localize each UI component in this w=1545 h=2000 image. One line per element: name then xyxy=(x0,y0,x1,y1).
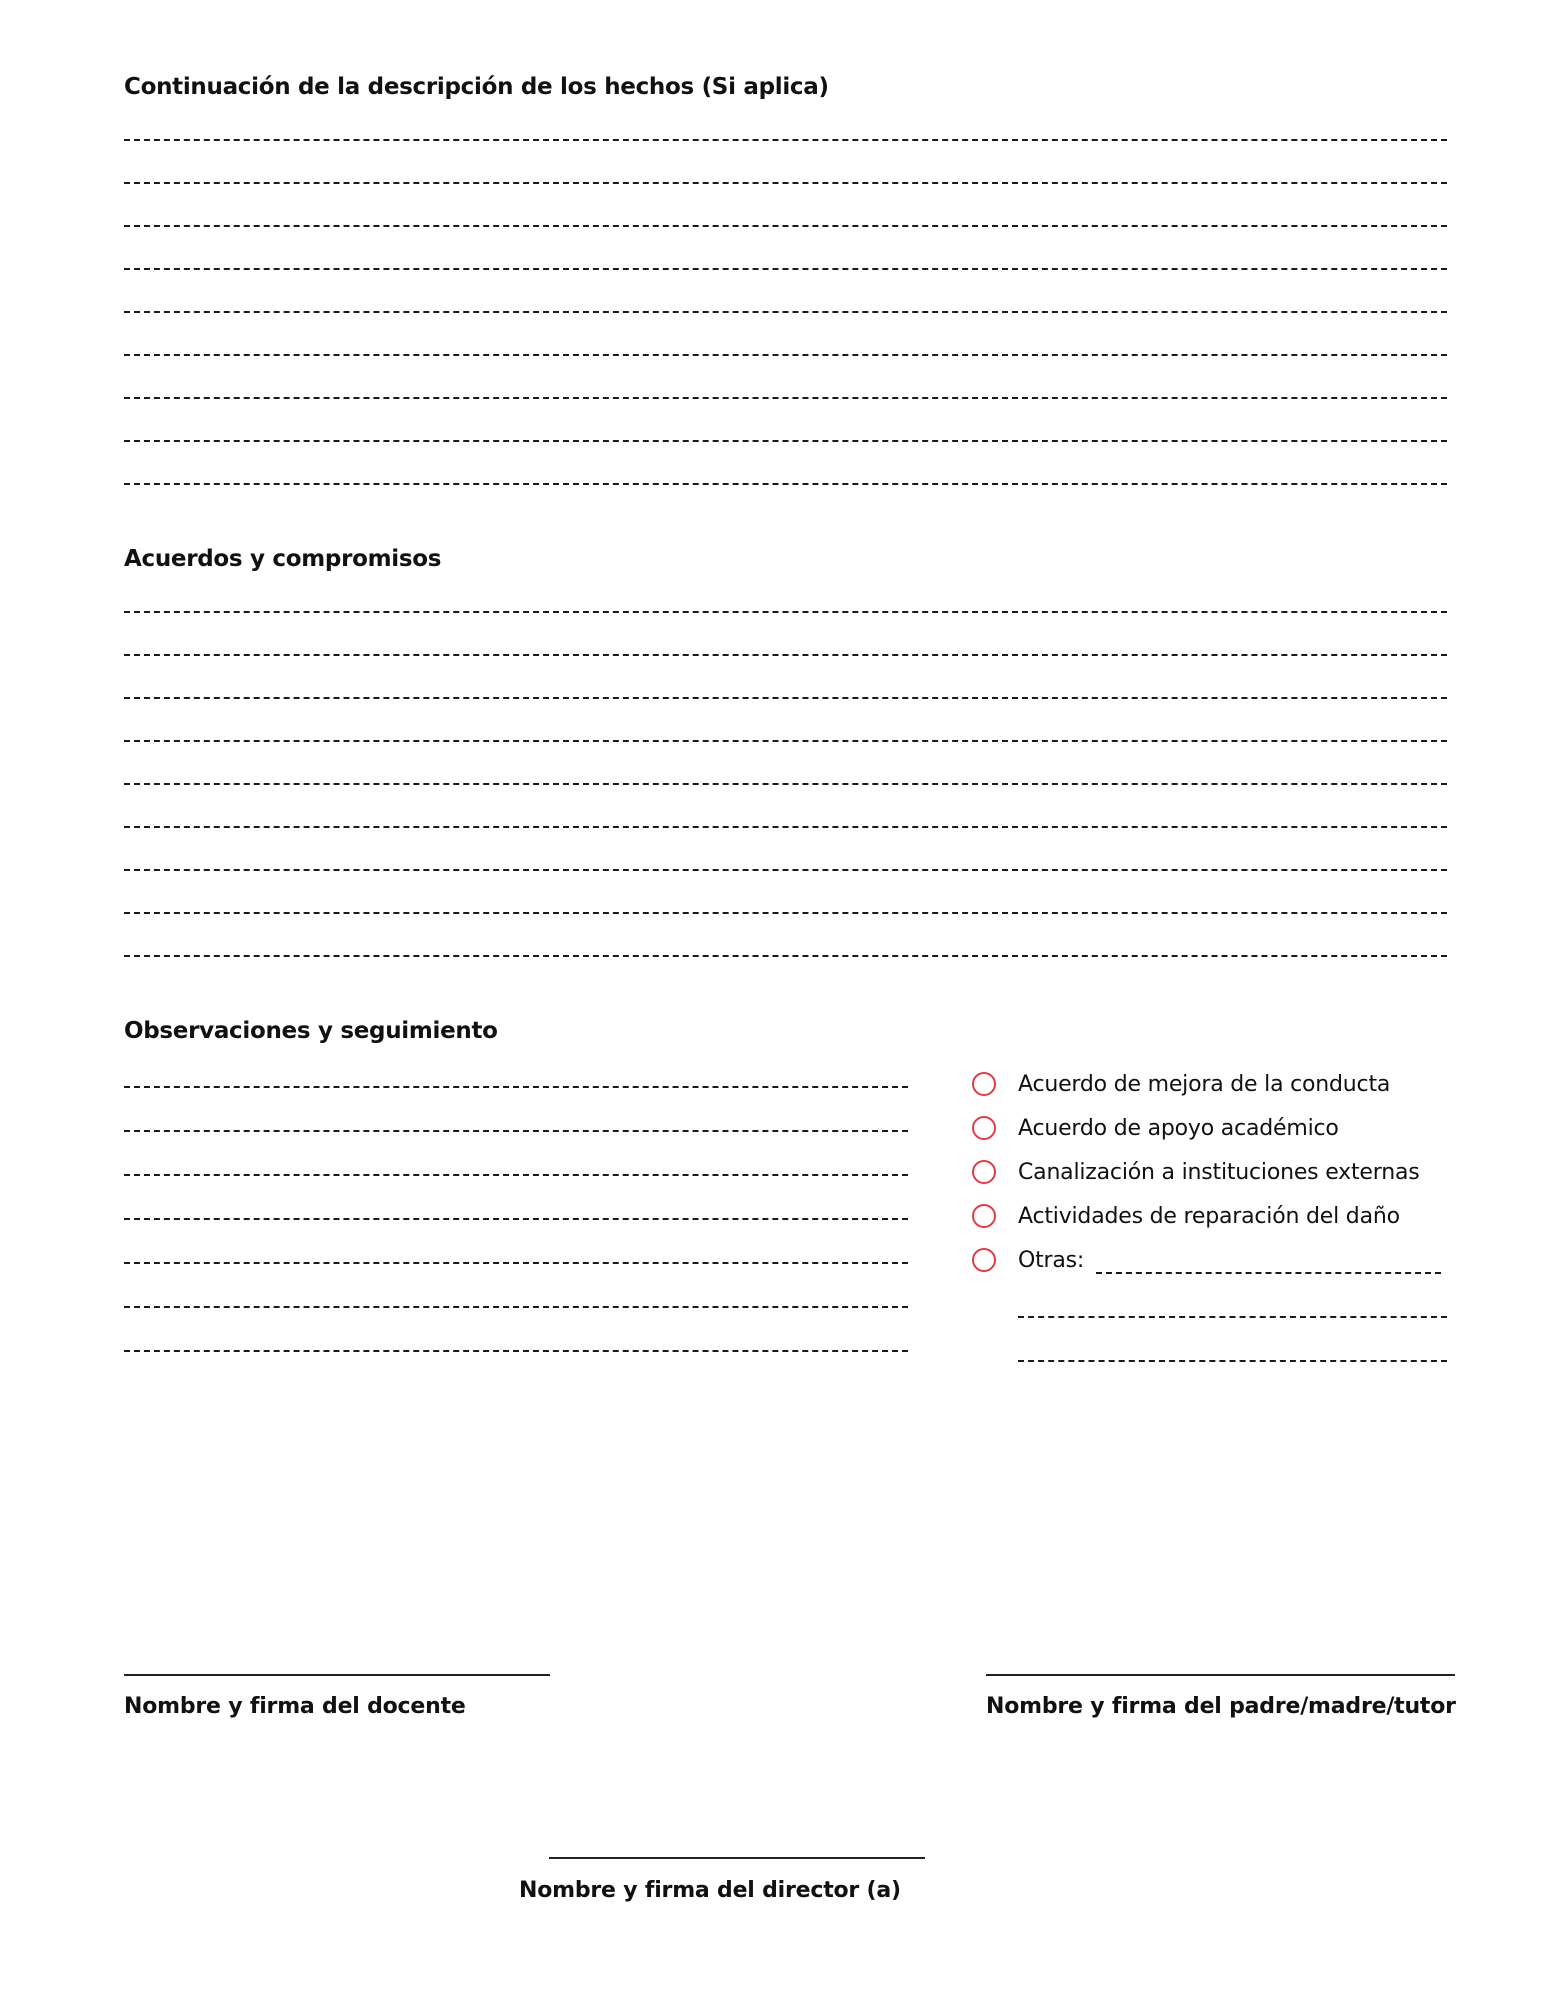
write-line[interactable] xyxy=(124,268,1447,270)
write-line[interactable] xyxy=(124,869,1447,871)
signature-line[interactable] xyxy=(124,1674,550,1676)
write-line[interactable] xyxy=(124,182,1447,184)
option-other[interactable] xyxy=(972,1243,1084,1277)
write-line[interactable] xyxy=(124,1350,908,1352)
option-label: Acuerdo de apoyo académico xyxy=(1018,1115,1339,1141)
signature-label: Nombre y firma del docente xyxy=(124,1694,466,1719)
radio-circle-icon[interactable] xyxy=(972,1204,996,1228)
option-academic-support[interactable] xyxy=(972,1111,1339,1145)
signature-line[interactable] xyxy=(986,1674,1455,1676)
option-label: Canalización a instituciones externas xyxy=(1018,1159,1420,1185)
observations-heading: Observaciones y seguimiento xyxy=(124,1018,498,1044)
write-line[interactable] xyxy=(124,354,1447,356)
write-line[interactable] xyxy=(124,397,1447,399)
signature-line[interactable] xyxy=(549,1857,925,1859)
write-line[interactable] xyxy=(124,1086,908,1088)
write-line[interactable] xyxy=(124,225,1447,227)
write-line[interactable] xyxy=(124,1218,908,1220)
other-write-line[interactable] xyxy=(1018,1360,1447,1362)
write-line[interactable] xyxy=(124,912,1447,914)
write-line[interactable] xyxy=(124,826,1447,828)
agreements-heading: Acuerdos y compromisos xyxy=(124,546,442,572)
radio-circle-icon[interactable] xyxy=(972,1160,996,1184)
write-line[interactable] xyxy=(124,611,1447,613)
option-conduct-improvement[interactable] xyxy=(972,1067,1390,1101)
signature-label: Nombre y firma del padre/madre/tutor xyxy=(986,1694,1456,1719)
write-line[interactable] xyxy=(124,1262,908,1264)
signature-label: Nombre y firma del director (a) xyxy=(519,1878,901,1903)
write-line[interactable] xyxy=(124,440,1447,442)
write-line[interactable] xyxy=(124,1174,908,1176)
write-line[interactable] xyxy=(124,955,1447,957)
radio-circle-icon[interactable] xyxy=(972,1248,996,1272)
write-line[interactable] xyxy=(124,483,1447,485)
option-label: Acuerdo de mejora de la conducta xyxy=(1018,1071,1391,1097)
write-line[interactable] xyxy=(124,740,1447,742)
write-line[interactable] xyxy=(124,139,1447,141)
write-line[interactable] xyxy=(124,1306,908,1308)
write-line[interactable] xyxy=(124,697,1447,699)
other-write-line[interactable] xyxy=(1096,1272,1441,1274)
radio-circle-icon[interactable] xyxy=(972,1116,996,1140)
option-external-referral[interactable] xyxy=(972,1155,1420,1189)
write-line[interactable] xyxy=(124,654,1447,656)
other-write-line[interactable] xyxy=(1018,1316,1447,1318)
write-line[interactable] xyxy=(124,311,1447,313)
option-damage-repair[interactable] xyxy=(972,1199,1400,1233)
option-label: Otras: xyxy=(1018,1247,1085,1273)
write-line[interactable] xyxy=(124,1130,908,1132)
radio-circle-icon[interactable] xyxy=(972,1072,996,1096)
option-label: Actividades de reparación del daño xyxy=(1018,1203,1400,1229)
description-continuation-heading: Continuación de la descripción de los hechos (Si aplica) xyxy=(124,74,829,100)
write-line[interactable] xyxy=(124,783,1447,785)
